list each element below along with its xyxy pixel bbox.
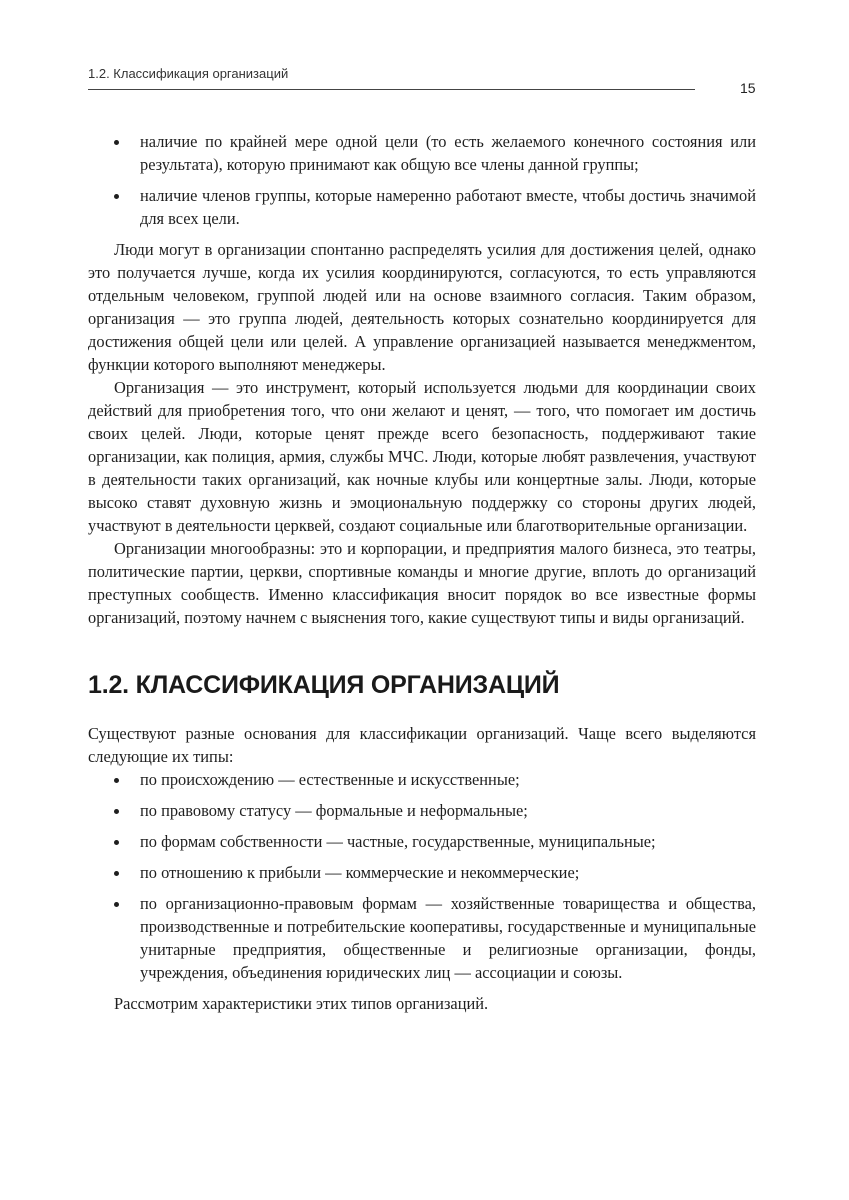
- list-item-text: по отношению к прибыли — коммерческие и некоммерческие;: [140, 863, 580, 882]
- list-item: [88, 830, 756, 853]
- bullet-icon: [114, 778, 119, 783]
- header-rule: [88, 89, 695, 90]
- list-item-text: по организационно-правовым формам — хозяйственные товарищества и общества, производственные и потребительские кооперативы, государственные и муниципальные унитарные предприятия, общественные и религиозные организации, фонды, учреждения, объединения юридических лиц — ассоциации и союзы.: [140, 894, 756, 982]
- body-paragraph: Организации многообразны: это и корпорации, и предприятия малого бизнеса, это театры, политические партии, церкви, спортивные команды и многие другие, вплоть до организаций преступных сообществ. Именно классификация вносит порядок во все известные формы организаций, поэтому начнем с выяснения того, какие существуют типы и виды организаций.: [88, 539, 756, 627]
- bullet-icon: [114, 871, 119, 876]
- list-item-text: по происхождению — естественные и искусственные;: [140, 770, 520, 789]
- list-item: [88, 861, 756, 884]
- section-intro: Существуют разные основания для классификации организаций. Чаще всего выделяются следующие их типы:: [88, 724, 756, 766]
- body-paragraph: Люди могут в организации спонтанно распределять усилия для достижения целей, однако это получается лучше, когда их усилия координируются, согласуются, то есть управляются отдельным человеком, группой людей или на основе взаимного согласия. Таким образом, организация — это группа людей, деятельность которых сознательно координируется для достижения общей цели или целей. А управление организацией называется менеджментом, функции которого выполняют менеджеры.: [88, 240, 756, 374]
- list-item-text: наличие членов группы, которые намеренно работают вместе, чтобы достичь значимой для всех цели.: [140, 186, 756, 228]
- list-item: [88, 892, 756, 984]
- page-body: [88, 130, 756, 1015]
- page-number: 15: [740, 80, 756, 96]
- section-heading: 1.2. КЛАССИФИКАЦИЯ ОРГАНИЗАЦИЙ: [88, 671, 560, 699]
- list-item: [88, 799, 756, 822]
- list-item: [88, 184, 756, 230]
- body-paragraph: Организация — это инструмент, который используется людьми для координации своих действий для приобретения того, что они желают и ценят, — того, что помогает им достичь своих целей. Люди, которые ценят прежде всего безопасность, поддерживают такие организации, как полиция, армия, службы МЧС. Люди, которые любят развлечения, участвуют в деятельности таких организаций, как ночные клубы или концертные залы. Люди, которые высоко ставят духовную жизнь и эмоциональную поддержку со стороны других людей, участвуют в деятельности церквей, создают социальные или благотворительные организации.: [88, 378, 756, 535]
- bullet-icon: [114, 194, 119, 199]
- bullet-icon: [114, 902, 119, 907]
- bullet-icon: [114, 840, 119, 845]
- classification-list: [88, 768, 756, 984]
- list-item-text: по формам собственности — частные, государственные, муниципальные;: [140, 832, 656, 851]
- criteria-list: [88, 130, 756, 230]
- bullet-icon: [114, 809, 119, 814]
- list-item-text: по правовому статусу — формальные и неформальные;: [140, 801, 528, 820]
- list-item: [88, 768, 756, 791]
- bullet-icon: [114, 140, 119, 145]
- list-item-text: наличие по крайней мере одной цели (то есть желаемого конечного состояния или результата), которую принимают как общую все члены данной группы;: [140, 132, 756, 174]
- running-head-title: 1.2. Классификация организаций: [88, 66, 289, 81]
- closing-paragraph: Рассмотрим характеристики этих типов организаций.: [114, 994, 489, 1013]
- list-item: [88, 130, 756, 176]
